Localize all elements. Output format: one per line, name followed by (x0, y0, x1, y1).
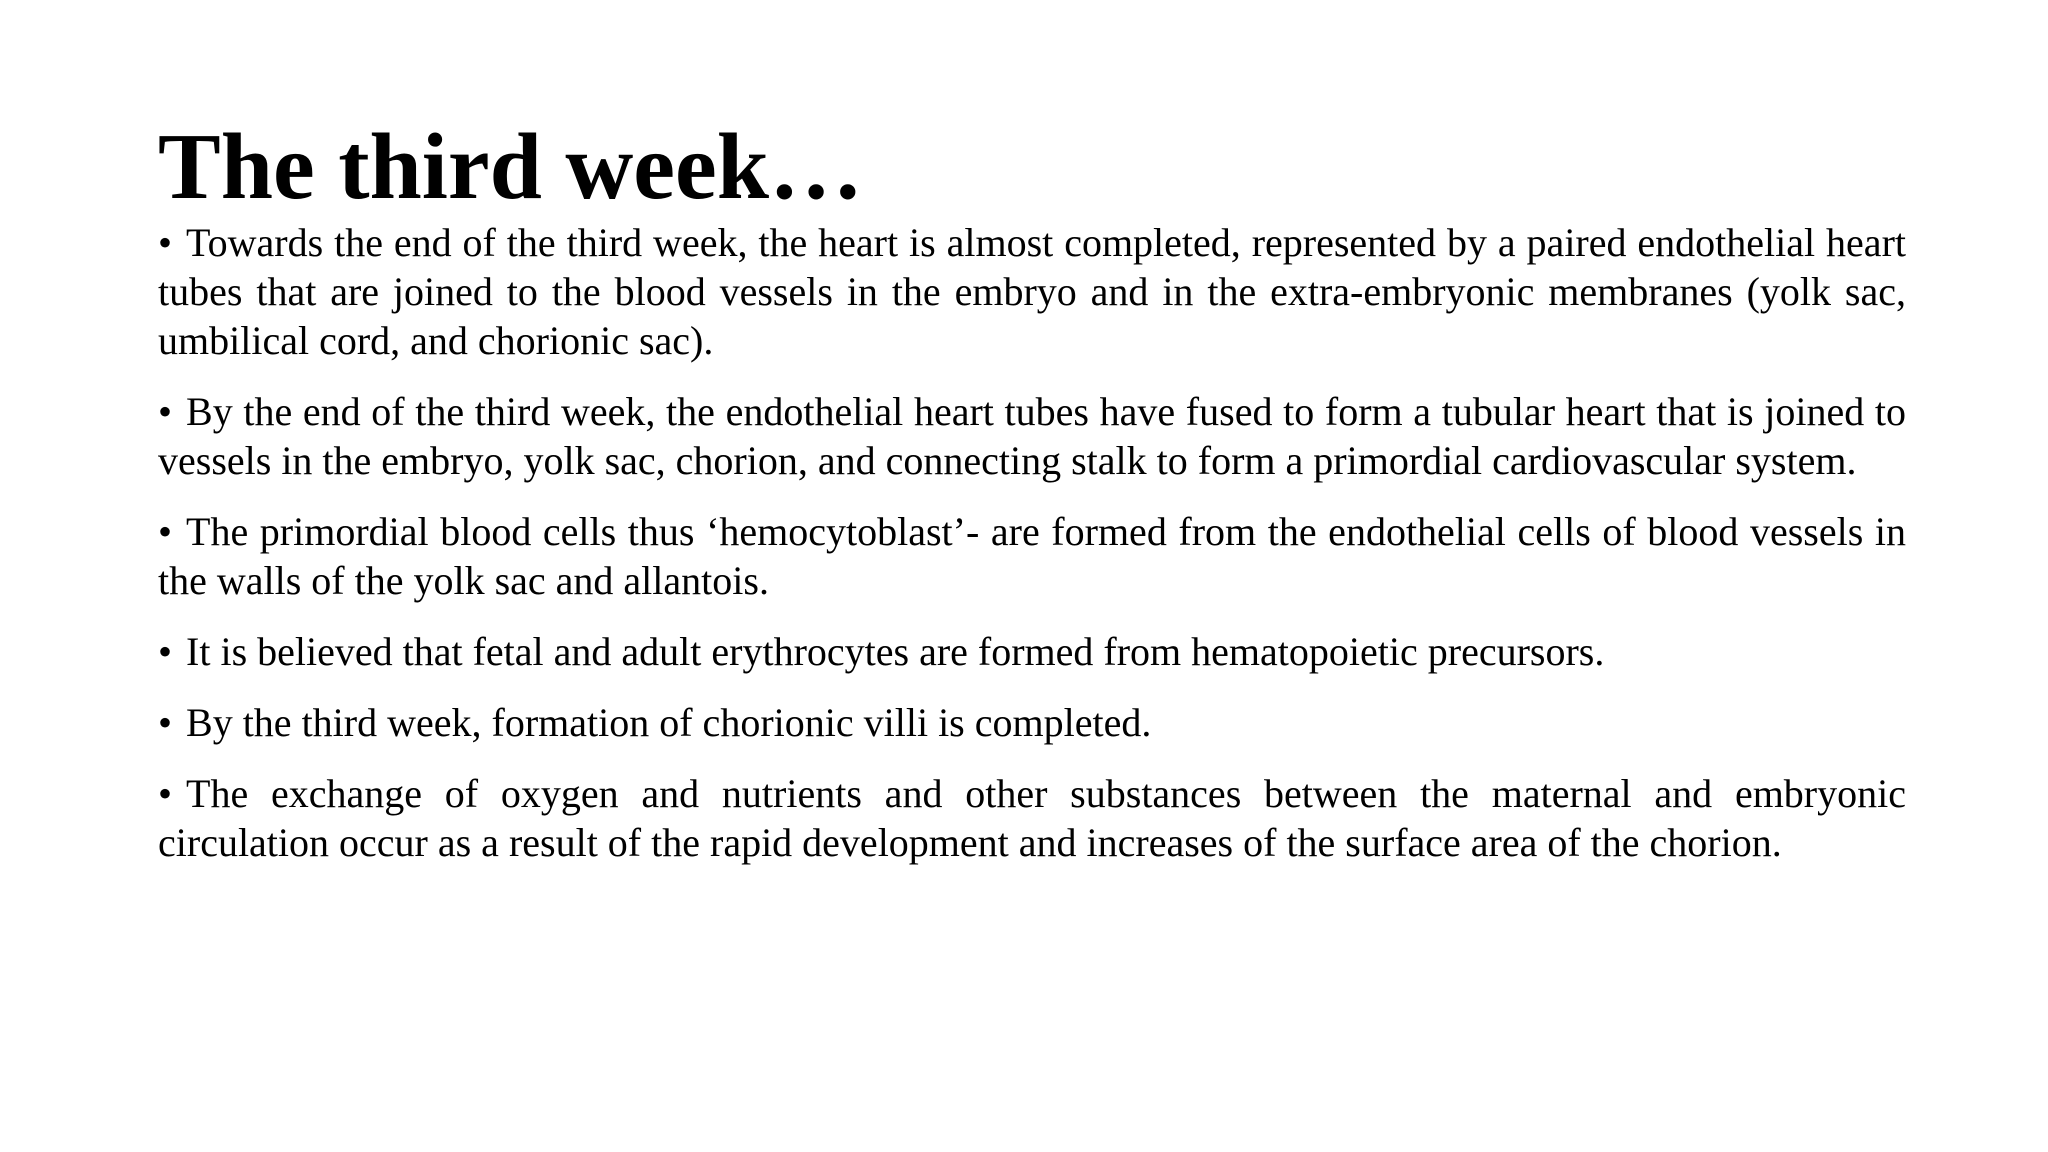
bullet-icon: • (158, 629, 173, 674)
bullet-text-1: Towards the end of the third week, the heart is almost completed, represented by a paired endothelial heart tubes that are joined to the blood vessels in the embryo and in the extra-embryonic membranes (yolk sac, umbilical cord, and chorionic sac). (158, 220, 1906, 363)
bullet-icon: • (158, 220, 173, 265)
bullet-item-2 (158, 387, 1906, 485)
bullet-item-4 (158, 627, 1906, 676)
bullet-item-5 (158, 698, 1906, 747)
bullet-icon: • (158, 700, 173, 745)
bullet-text-3: The primordial blood cells thus ‘hemocytoblast’- are formed from the endothelial cells of blood vessels in the walls of the yolk sac and allantois. (158, 509, 1906, 603)
bullet-icon: • (158, 771, 173, 816)
bullet-item-6 (158, 769, 1906, 867)
bullet-text-2: By the end of the third week, the endothelial heart tubes have fused to form a tubular heart that is joined to vessels in the embryo, yolk sac, chorion, and connecting stalk to form a primordial cardiovascular system. (158, 389, 1906, 483)
bullet-list (158, 218, 1906, 889)
bullet-text-4: It is believed that fetal and adult erythrocytes are formed from hematopoietic precursors. (186, 629, 1605, 674)
bullet-text-6: The exchange of oxygen and nutrients and other substances between the maternal and embryonic circulation occur as a result of the rapid development and increases of the surface area of the chorion. (158, 771, 1906, 865)
bullet-item-1 (158, 218, 1906, 365)
bullet-icon: • (158, 509, 173, 554)
bullet-text-5: By the third week, formation of chorionic villi is completed. (186, 700, 1152, 745)
bullet-icon: • (158, 389, 173, 434)
bullet-item-3 (158, 507, 1906, 605)
slide-title: The third week… (158, 115, 863, 219)
